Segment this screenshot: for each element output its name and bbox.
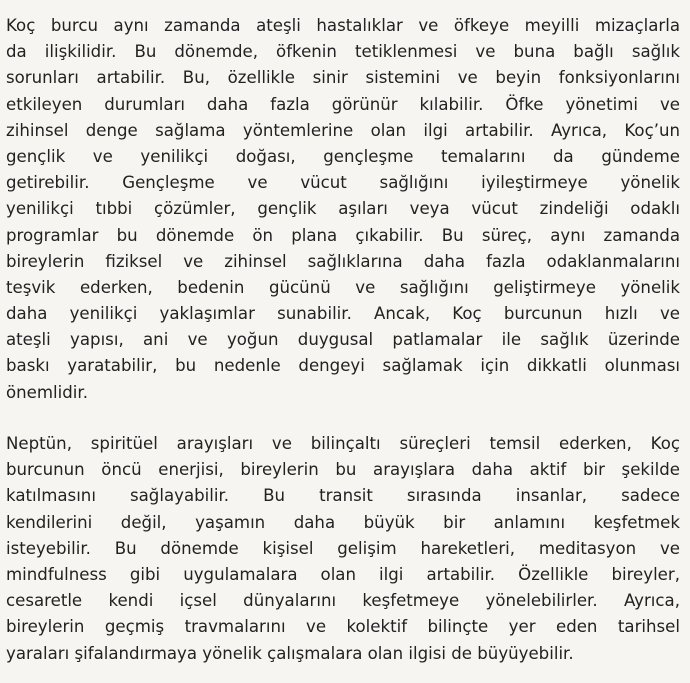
text-line: teşvik ederken, bedenin gücünü ve sağlığını geliştirmeye yönelik <box>6 277 680 297</box>
text-line: gençlik ve yenilikçi doğası, gençleşme temalarını da gündeme <box>6 146 680 166</box>
text-line: bireylerin geçmiş travmalarını ve kolektif bilinçte yer eden tarihsel <box>6 617 680 637</box>
text-line: cesaretle kendi içsel dünyalarını keşfetmeye yönelebilirler. Ayrıca, <box>6 591 680 611</box>
paragraph-neptun-spiritual <box>6 431 680 667</box>
text-line: sorunları artabilir. Bu, özellikle sinir sistemini ve beyin fonksiyonlarını <box>6 68 680 88</box>
text-line: yenilikçi tıbbi çözümler, gençlik aşıları veya vücut zindeliği odaklı <box>6 199 680 219</box>
text-line: Koç burcu aynı zamanda ateşli hastalıklar ve öfkeye meyilli mizaçlarla <box>6 16 680 35</box>
text-line: katılmasını sağlayabilir. Bu transit sırasında insanlar, sadece <box>6 486 680 506</box>
text-line: etkileyen durumları daha fazla görünür kılabilir. Öfke yönetimi ve <box>6 94 680 114</box>
text-line: mindfulness gibi uygulamalara olan ilgi artabilir. Özellikle bireyler, <box>6 564 680 584</box>
text-line: zihinsel denge sağlama yöntemlerine olan ilgi artabilir. Ayrıca, Koç’un <box>6 120 680 140</box>
text-line: yaraları şifalandırmaya yönelik çalışmalara olan ilgisi de büyüyebilir. <box>6 643 574 663</box>
paragraph-koc-health <box>6 13 680 406</box>
text-line: bireylerin fiziksel ve zihinsel sağlıklarına daha fazla odaklanmalarını <box>6 251 680 271</box>
text-line: da ilişkilidir. Bu dönemde, öfkenin tetiklenmesi ve buna bağlı sağlık <box>6 42 680 62</box>
text-line: Neptün, spiritüel arayışları ve bilinçaltı süreçleri temsil ederken, Koç <box>6 434 680 453</box>
text-line: kendilerini değil, yaşamın daha büyük bir anlamını keşfetmek <box>6 512 680 532</box>
text-line: daha yenilikçi yaklaşımlar sunabilir. Ancak, Koç burcunun hızlı ve <box>6 304 680 324</box>
text-line: programlar bu dönemde ön plana çıkabilir. Bu süreç, aynı zamanda <box>6 225 680 245</box>
text-line: isteyebilir. Bu dönemde kişisel gelişim hareketleri, meditasyon ve <box>6 538 680 558</box>
text-line: getirebilir. Gençleşme ve vücut sağlığını iyileştirmeye yönelik <box>6 173 680 193</box>
text-line: önemlidir. <box>6 382 88 402</box>
text-line: ateşli yapısı, ani ve yoğun duygusal patlamalar ile sağlık üzerinde <box>6 330 680 350</box>
text-line: baskı yaratabilir, bu nedenle dengeyi sağlamak için dikkatli olunması <box>6 356 680 376</box>
text-line: burcunun öncü enerjisi, bireylerin bu arayışlara daha aktif bir şekilde <box>6 460 680 480</box>
